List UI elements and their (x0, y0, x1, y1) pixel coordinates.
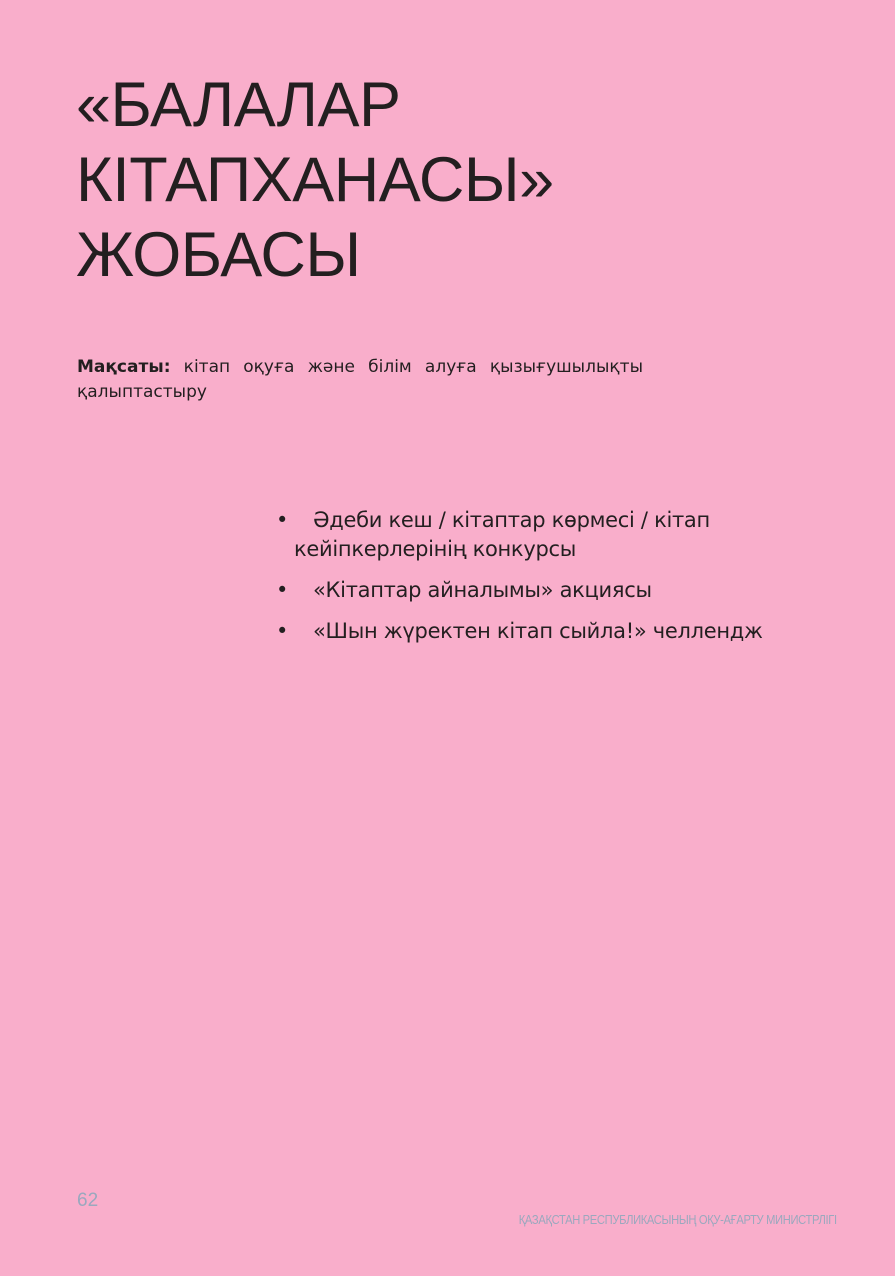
list-item-text-continued: кейіпкерлерінің конкурсы (294, 537, 577, 561)
page-title-line-3: ЖОБАСЫ (76, 220, 361, 290)
bullet-icon: • (276, 619, 289, 643)
page-title (76, 68, 836, 293)
activities-list (276, 506, 816, 658)
bullet-icon: • (276, 578, 289, 602)
list-item (276, 617, 816, 646)
bullet-icon: • (276, 508, 289, 532)
page-title-line-1: «БАЛАЛАР (76, 70, 401, 140)
list-item (276, 506, 816, 564)
goal-paragraph (77, 355, 643, 405)
footer-ministry: ҚАЗАҚСТАН РЕСПУБЛИКАСЫНЫҢ ОҚУ-АҒАРТУ МИНИСТРЛІГІ (519, 1212, 837, 1227)
page-title-line-2: КІТАПХАНАСЫ» (76, 145, 554, 215)
list-item-text: «Шын жүректен кітап сыйла!» челлендж (313, 619, 763, 643)
list-item (276, 576, 816, 605)
list-item-text: Әдеби кеш / кітаптар көрмесі / кітап (313, 508, 710, 532)
goal-label: Мақсаты: (77, 357, 171, 377)
list-item-text: «Кітаптар айналымы» акциясы (313, 578, 652, 602)
page-number: 62 (77, 1190, 99, 1211)
goal-text: кітап оқуға және білім алуға қызығушылықты қалыптастыру (77, 357, 643, 402)
